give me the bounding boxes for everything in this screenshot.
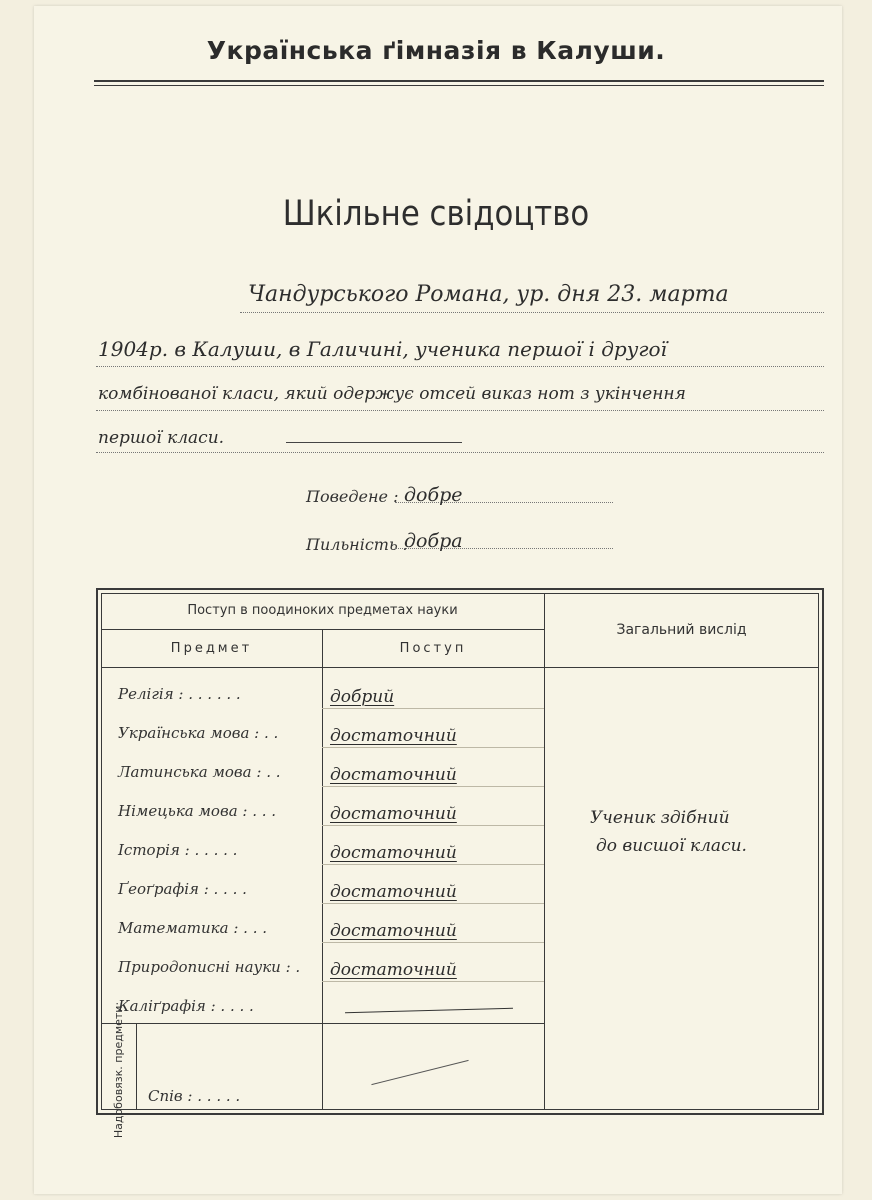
- grade-natural-sciences: достаточний: [330, 960, 457, 980]
- column-header-result: Загальний вислід: [616, 622, 747, 638]
- row-line: [322, 942, 544, 943]
- intro-line-2: 1904р. в Калуши, в Галичині, ученика першої і другої: [98, 337, 667, 361]
- intro-line-4: першої класи.: [98, 428, 225, 448]
- header-bottom-line: [101, 667, 819, 668]
- conduct-dotline: [395, 502, 613, 503]
- grade-religion: добрий: [330, 687, 395, 707]
- row-line: [322, 903, 544, 904]
- result-column-divider: [544, 593, 545, 1110]
- subject-latin: Латинська мова : . .: [118, 763, 281, 781]
- column-header-subject: Предмет: [170, 641, 253, 656]
- subject-singing: Спів : . . . . .: [148, 1087, 241, 1105]
- grade-history: достаточний: [330, 843, 457, 863]
- header-group-divider: [101, 629, 544, 630]
- intro-end-stroke: [286, 442, 462, 443]
- intro-line-1: Чандурського Романа, ур. дня 23. марта: [248, 282, 729, 307]
- school-name: Українська ґімназія в Калуши.: [206, 36, 666, 65]
- header-rule-thin: [94, 85, 824, 86]
- conduct-label: Поведене :: [306, 487, 399, 506]
- subject-religion: Релігія : . . . . . .: [118, 685, 241, 703]
- diligence-value: добра: [404, 530, 463, 552]
- header-group-label: Поступ в поодиноких предметах науки: [187, 603, 458, 618]
- subject-ukrainian: Українська мова : . .: [118, 724, 279, 742]
- optional-subjects-label: Надобовязк. предмети:: [112, 1001, 125, 1139]
- document-title: Шкільне свідоцтво: [282, 194, 590, 234]
- header-rule-thick: [94, 80, 824, 82]
- result-line-2: до висшої класи.: [596, 836, 747, 856]
- subject-natural-sciences: Природописні науки : .: [118, 958, 301, 976]
- intro-dotline-2: [96, 366, 824, 367]
- column-header-grade: Поступ: [399, 641, 467, 656]
- row-line: [322, 864, 544, 865]
- intro-dotline-3: [96, 410, 824, 411]
- grade-german: достаточний: [330, 804, 457, 824]
- row-line: [322, 747, 544, 748]
- result-line-1: Ученик здібний: [590, 808, 730, 828]
- intro-line-3: комбінованої класи, який одержує отсей виказ нот з укінчення: [98, 384, 686, 404]
- row-line: [322, 708, 544, 709]
- grade-latin: достаточний: [330, 765, 457, 785]
- intro-dotline-4: [96, 452, 824, 453]
- conduct-value: добре: [404, 484, 463, 506]
- row-line: [322, 786, 544, 787]
- diligence-label: Пильність :: [306, 535, 409, 554]
- row-line: [322, 825, 544, 826]
- grade-ukrainian: достаточний: [330, 726, 457, 746]
- grade-mathematics: достаточний: [330, 921, 457, 941]
- subject-german: Німецька мова : . . .: [118, 802, 277, 820]
- optional-label-divider: [136, 1023, 137, 1110]
- diligence-dotline: [395, 548, 613, 549]
- grade-geography: достаточний: [330, 882, 457, 902]
- optional-section-line: [101, 1023, 544, 1024]
- subject-grade-divider: [322, 629, 323, 1110]
- row-line: [322, 981, 544, 982]
- subject-history: Історія : . . . . .: [118, 841, 238, 859]
- subject-mathematics: Математика : . . .: [118, 919, 267, 937]
- intro-dotline-1: [240, 312, 824, 313]
- subject-calligraphy: Каліґрафія : . . . .: [118, 997, 254, 1015]
- subject-geography: Ґеоґрафія : . . . .: [118, 880, 247, 898]
